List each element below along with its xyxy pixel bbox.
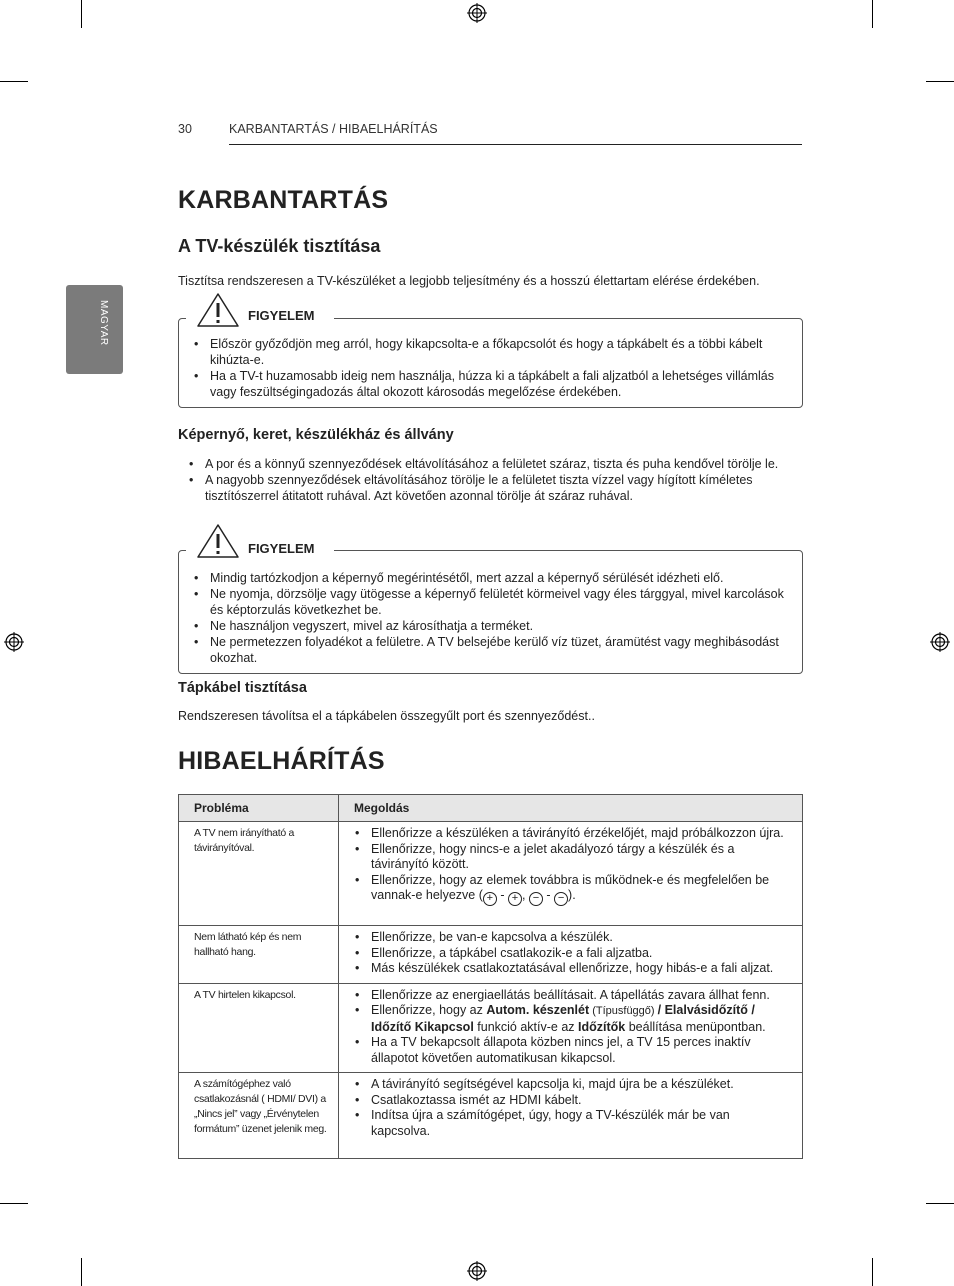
registration-mark-icon (930, 632, 950, 652)
warning-item: • Ha a TV-t huzamosabb ideig nem használja, húzza ki a tápkábelt a fali aljzatból a lehetséges villámlás vagy feszültségingadozás által okozott károsodás megelőzése érdekében. (194, 368, 784, 400)
warning-item: • Mindig tartózkodjon a képernyő megérintésétől, mert azzal a képernyő sérülését idézheti elő. (194, 570, 784, 586)
setting-name: / Elalvásidőzítő / Időzítő Kikapcsol (371, 1003, 755, 1034)
column-header-solution: Megoldás (339, 795, 803, 822)
cable-cleaning-heading: Tápkábel tisztítása (178, 680, 307, 696)
table-row (179, 822, 803, 926)
screen-cleaning-list (189, 456, 794, 504)
solution-text: Ellenőrizze, hogy az elemek továbbra is működnek-e és megfelelően be vannak-e helyezve ( (371, 872, 770, 902)
warning-triangle-icon (196, 292, 240, 328)
solution-item: • Ellenőrizze, hogy az elemek továbbra is működnek-e és megfelelően be vannak-e helyezve ( + - + , − - − ). (355, 873, 792, 907)
solution-item: • Ha a TV bekapcsolt állapota közben nincs jel, a TV 15 perces inaktív állapotot követően automatikusan kikapcsol. (355, 1035, 792, 1066)
crop-mark (926, 1203, 954, 1204)
warning-list (194, 570, 784, 666)
crop-mark (872, 0, 873, 28)
crop-mark (0, 81, 28, 82)
troubleshooting-table (178, 794, 803, 1159)
solution-item: • Más készülékek csatlakoztatásával ellenőrizze, hogy hibás-e a fali aljzat. (355, 961, 792, 977)
crop-mark (0, 1203, 28, 1204)
crop-mark (926, 81, 954, 82)
solution-cell (339, 926, 803, 984)
list-item: • A por és a könnyű szennyeződések eltávolításához a felületet száraz, tiszta és puha kendővel törölje le. (189, 456, 794, 472)
problem-cell: A TV hirtelen kikapcsol. (179, 983, 339, 1073)
page-number: 30 (178, 122, 192, 136)
table-row (179, 926, 803, 984)
warning-item: • Ne permetezzen folyadékot a felületre. A TV belsejébe kerülő víz tüzet, áramütést vagy meghibásodást okozhat. (194, 634, 784, 666)
running-header: KARBANTARTÁS / HIBAELHÁRÍTÁS (229, 122, 438, 136)
header-rule (229, 144, 802, 145)
setting-name: Autom. készenlét (486, 1003, 590, 1017)
registration-mark-icon (467, 3, 487, 23)
registration-mark-icon (4, 632, 24, 652)
cable-cleaning-text: Rendszeresen távolítsa el a tápkábelen összegyűlt port és szennyeződést.. (178, 709, 595, 723)
solution-cell (339, 822, 803, 926)
problem-cell: A TV nem irányítható a távirányítóval. (179, 822, 339, 926)
warning-item: • Először győződjön meg arról, hogy kikapcsolta-e a főkapcsolót és hogy a tápkábelt és a többi kábelt kihúzta-e. (194, 336, 784, 368)
language-tab (66, 285, 123, 374)
maintenance-title: KARBANTARTÁS (178, 186, 389, 214)
battery-minus-icon: − (529, 892, 543, 906)
solution-text: beállítása menüpontban. (625, 1019, 766, 1034)
solution-cell (339, 983, 803, 1073)
setting-name: Időzítők (578, 1019, 626, 1034)
crop-mark (81, 0, 82, 28)
warning-header (186, 523, 334, 561)
troubleshooting-title: HIBAELHÁRÍTÁS (178, 747, 385, 775)
solution-text: (Típusfüggő) (589, 1005, 658, 1017)
warning-label: FIGYELEM (248, 308, 315, 323)
solution-item: • A távirányító segítségével kapcsolja ki, majd újra be a készüléket. (355, 1077, 792, 1093)
solution-text: Ellenőrizze, hogy az (371, 1003, 487, 1017)
warning-header (186, 292, 334, 330)
problem-cell: Nem látható kép és nem hallható hang. (179, 926, 339, 984)
warning-item: • Ne nyomja, dörzsölje vagy ütögesse a képernyő felületét körmeivel vagy éles tárggyal, mivel karcolások és képtorzulás következhet be. (194, 586, 784, 618)
battery-plus-icon: + (483, 892, 497, 906)
warning-list (194, 336, 784, 400)
warning-triangle-icon (196, 523, 240, 559)
screen-cleaning-heading: Képernyő, keret, készülékház és állvány (178, 427, 454, 443)
solution-text-suffix: ). (568, 888, 576, 902)
table-row (179, 983, 803, 1073)
problem-cell: A számítógéphez való csatlakozásnál ( HDMI/ DVI) a „Nincs jel” vagy „Érvénytelen formátum” üzenet jelenik meg. (179, 1073, 339, 1159)
crop-mark (81, 1258, 82, 1286)
battery-minus-icon: − (554, 892, 568, 906)
table-header-row (179, 795, 803, 822)
list-item: • A nagyobb szennyeződések eltávolításához törölje le a felületet tiszta vízzel vagy hígított kíméletes tisztítószerrel átitatott ruhával. Azt követően azonnal törölje át száraz ruhával. (189, 472, 794, 504)
battery-plus-icon: + (508, 892, 522, 906)
solution-text: funkció aktív-e az (473, 1019, 579, 1034)
solution-item: • Ellenőrizze, be van-e kapcsolva a készülék. (355, 930, 792, 946)
warning-item: • Ne használjon vegyszert, mivel az károsíthatja a terméket. (194, 618, 784, 634)
solution-item: • Indítsa újra a számítógépet, úgy, hogy a TV-készülék már be van kapcsolva. (355, 1108, 792, 1139)
solution-item: • Ellenőrizze az energiaellátás beállításait. A tápellátás zavara állhat fenn. (355, 988, 792, 1004)
table-row (179, 1073, 803, 1159)
solution-item: • Csatlakoztassa ismét az HDMI kábelt. (355, 1093, 792, 1109)
registration-mark-icon (467, 1261, 487, 1281)
warning-label: FIGYELEM (248, 541, 315, 556)
solution-item: • Ellenőrizze a készüléken a távirányító érzékelőjét, majd próbálkozzon újra. (355, 826, 792, 842)
column-header-problem: Probléma (179, 795, 339, 822)
solution-item (355, 1003, 792, 1035)
tv-cleaning-heading: A TV-készülék tisztítása (178, 236, 381, 256)
solution-item: • Ellenőrizze, a tápkábel csatlakozik-e a fali aljzatba. (355, 946, 792, 962)
cleaning-intro: Tisztítsa rendszeresen a TV-készüléket a legjobb teljesítmény és a hosszú élettartam elérése érdekében. (178, 274, 760, 288)
language-tab-label: MAGYAR (98, 300, 109, 346)
crop-mark (872, 1258, 873, 1286)
solution-item: • Ellenőrizze, hogy nincs-e a jelet akadályozó tárgy a készülék és a távirányító között. (355, 842, 792, 873)
solution-cell (339, 1073, 803, 1159)
